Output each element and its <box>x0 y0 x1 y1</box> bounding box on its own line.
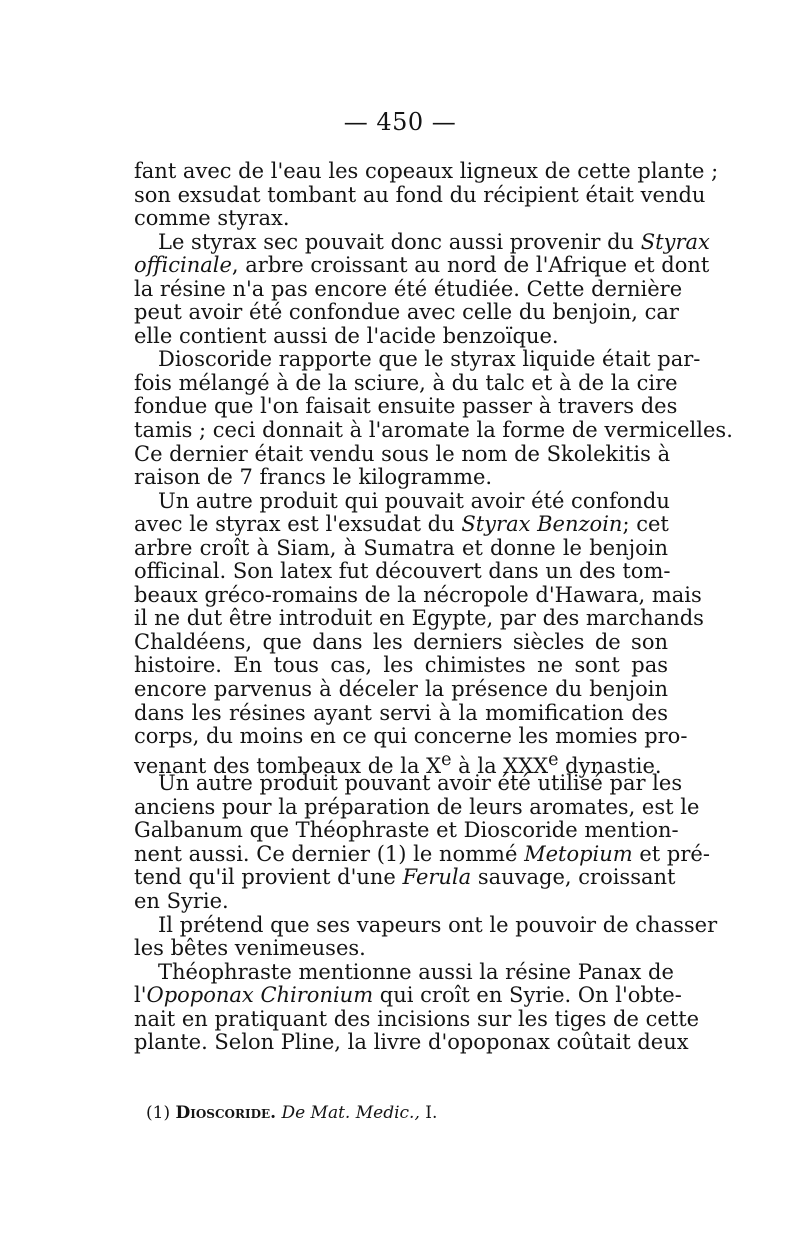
text-line: tamis ; ceci donnait à l'aromate la forme de vermicelles. <box>134 418 733 443</box>
text-line: arbre croît à Siam, à Sumatra et donne le benjoin <box>134 535 668 560</box>
text-line: l'Opoponax Chironium qui croît en Syrie. On l'obte- <box>134 983 682 1008</box>
text-line: Théophraste mentionne aussi la résine Panax de <box>158 959 674 984</box>
text-line: anciens pour la préparation de leurs aromates, est le <box>134 794 700 819</box>
italic-term: Ferula <box>402 865 472 890</box>
superscript: e <box>441 749 452 770</box>
italic-term: officinale <box>134 253 232 278</box>
italic-term: Styrax <box>640 229 710 254</box>
text-line: Galbanum que Théophraste et Dioscoride mention- <box>134 818 679 843</box>
text-line: fois mélangé à de la sciure, à du talc et à de la cire <box>134 370 678 395</box>
text-line: la résine n'a pas encore été étudiée. Cette dernière <box>134 276 683 301</box>
text-line: histoire. En tous cas, les chimistes ne sont pas <box>134 653 668 678</box>
text-line: fondue que l'on faisait ensuite passer à travers des <box>134 394 678 419</box>
text-line: corps, du moins en ce qui concerne les momies pro- <box>134 724 688 749</box>
text-line: raison de 7 francs le kilogramme. <box>134 465 493 490</box>
text-line: peut avoir été confondue avec celle du benjoin, car <box>134 300 679 325</box>
text-line: Un autre produit pouvant avoir été utilisé par les <box>158 771 683 796</box>
text-line: beaux gréco-romains de la nécropole d'Hawara, mais <box>134 582 702 607</box>
text-line: son exsudat tombant au fond du récipient était vendu <box>134 182 706 207</box>
footnote-marker: (1) <box>146 1103 171 1123</box>
text-line: officinale, arbre croissant au nord de l'Afrique et dont <box>134 253 710 278</box>
text-line: nait en pratiquant des incisions sur les tiges de cette <box>134 1006 700 1031</box>
text-line: avec le styrax est l'exsudat du Styrax Benzoin; cet <box>134 512 669 537</box>
text-line: en Syrie. <box>134 888 229 913</box>
text-line: Chaldéens, que dans les derniers siècles de son <box>134 629 668 654</box>
text-line: il ne dut être introduit en Egypte, par des marchands <box>134 606 704 631</box>
footnote-author: Dioscoride. <box>175 1103 277 1123</box>
italic-term: Opoponax Chironium <box>146 983 374 1008</box>
text-line: nent aussi. Ce dernier (1) le nommé Metopium et pré- <box>134 841 710 866</box>
text-line: elle contient aussi de l'acide benzoïque. <box>134 323 559 348</box>
text-line: venant des tombeaux de la Xe à la XXXe dynastie. <box>134 749 662 778</box>
text-line: dans les résines ayant servi à la momification des <box>134 700 668 725</box>
italic-term: Styrax Benzoin <box>461 512 623 537</box>
footnote-work: De Mat. Medic., <box>281 1103 420 1123</box>
text-line: Dioscoride rapporte que le styrax liquide était par- <box>158 347 701 372</box>
text-line: comme styrax. <box>134 206 290 231</box>
text-line: officinal. Son latex fut découvert dans un des tom- <box>134 559 671 584</box>
text-line: Un autre produit qui pouvait avoir été confondu <box>158 488 670 513</box>
text-line: Le styrax sec pouvait donc aussi provenir du Styrax <box>158 229 710 254</box>
text-line: Ce dernier était vendu sous le nom de Skolekitis à <box>134 441 671 466</box>
superscript: e <box>548 749 559 770</box>
body-text <box>134 159 733 1055</box>
text-line: fant avec de l'eau les copeaux ligneux de cette plante ; <box>134 159 719 183</box>
text-line: plante. Selon Pline, la livre d'opoponax coûtait deux <box>134 1030 689 1055</box>
italic-term: Metopium <box>524 841 633 866</box>
text-line: tend qu'il provient d'une Ferula sauvage, croissant <box>134 865 676 890</box>
footnote <box>146 1103 437 1123</box>
text-line: Il prétend que ses vapeurs ont le pouvoir de chasser <box>158 912 718 937</box>
text-line: encore parvenus à déceler la présence du benjoin <box>134 677 668 702</box>
page-number: — 450 — <box>343 108 457 136</box>
text-line: les bêtes venimeuses. <box>134 936 366 961</box>
footnote-volume: I. <box>425 1103 438 1123</box>
